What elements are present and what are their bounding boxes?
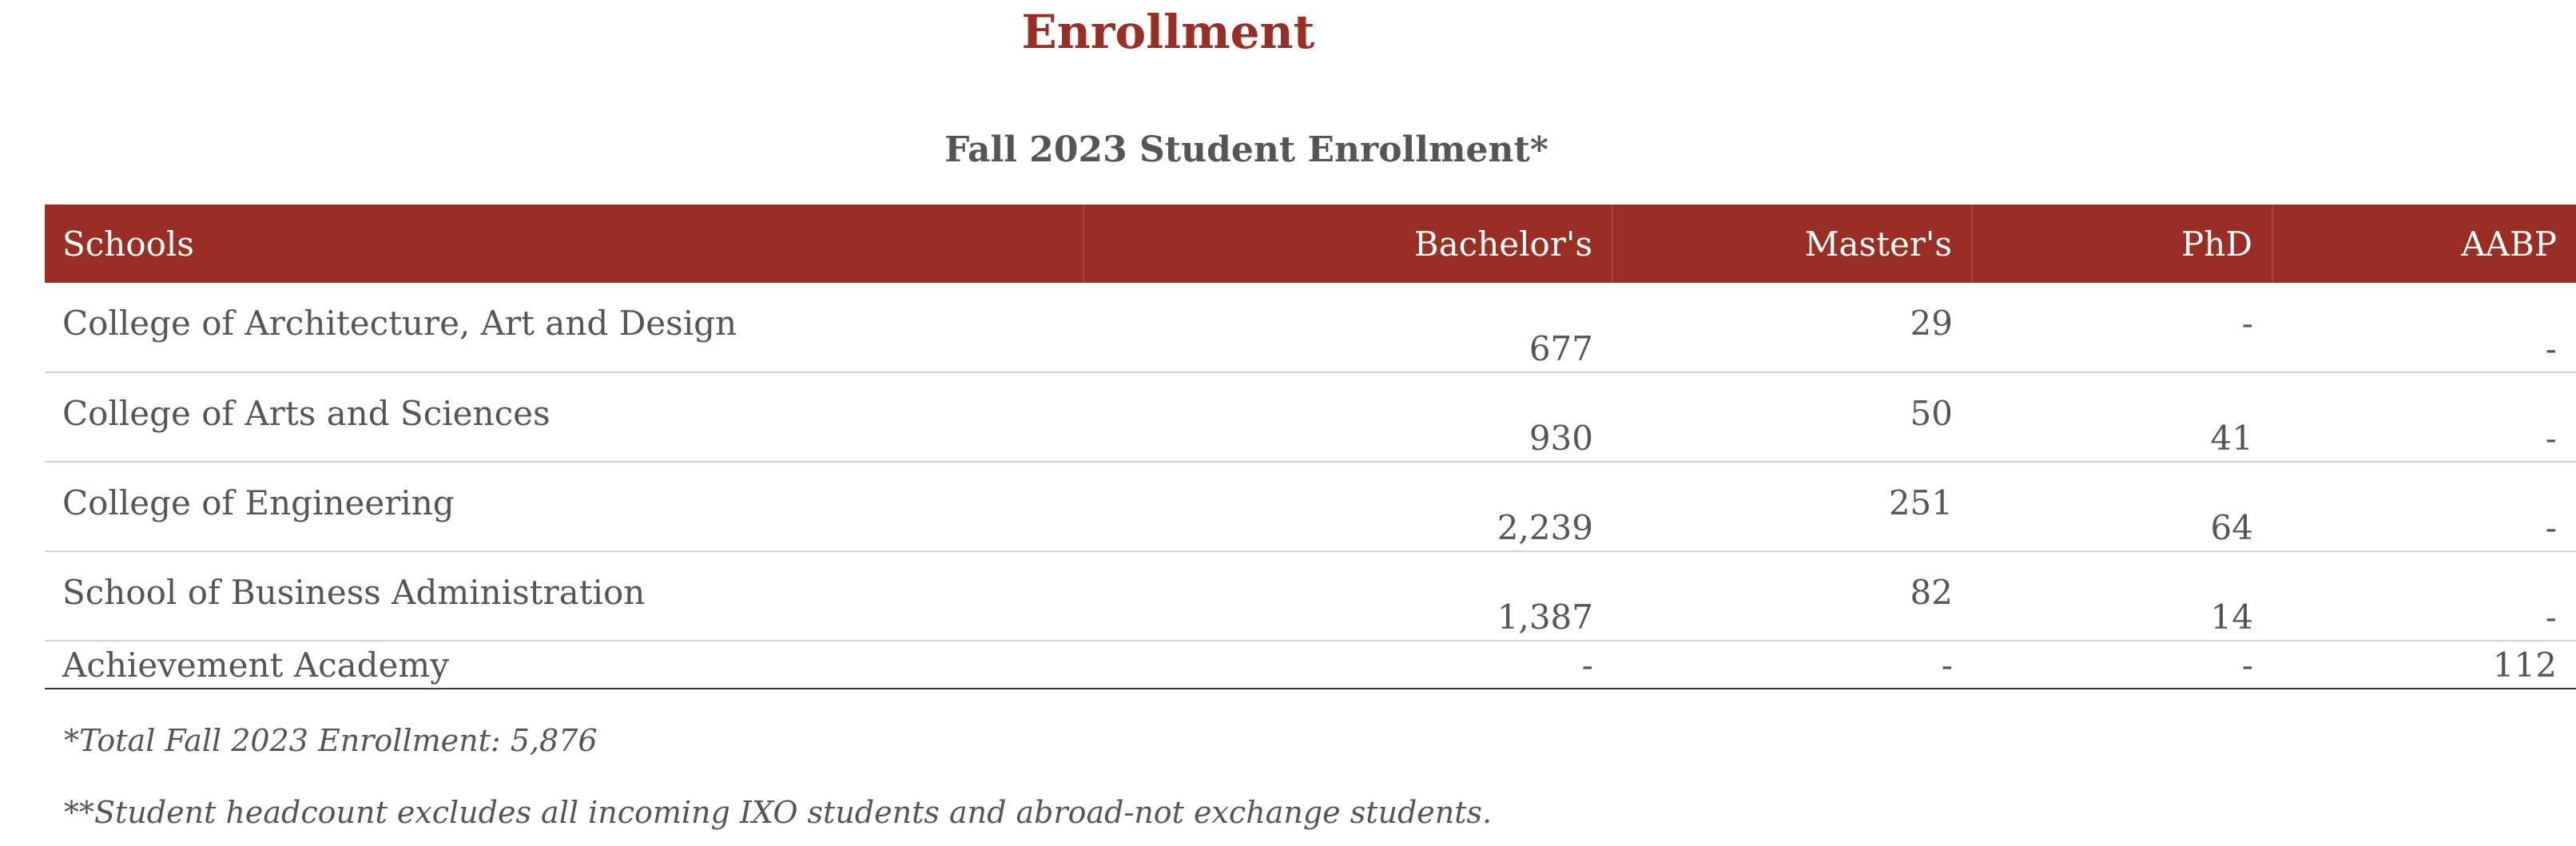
header-row xyxy=(45,205,2576,283)
aabp-count: - xyxy=(2545,329,2557,368)
phd-count: 14 xyxy=(2210,598,2253,637)
table-row xyxy=(45,283,2576,372)
school-name: School of Business Administration xyxy=(62,573,646,612)
bachelors-count: 677 xyxy=(1529,329,1593,368)
phd-count: 64 xyxy=(2210,508,2253,547)
masters-count: 50 xyxy=(1910,394,1953,433)
enrollment-table xyxy=(45,205,2576,689)
aabp-count: 112 xyxy=(2492,645,2557,685)
header-schools: Schools xyxy=(62,224,194,264)
masters-count: 251 xyxy=(1888,483,1953,522)
phd-count: 41 xyxy=(2210,419,2253,458)
table-row xyxy=(45,462,2576,551)
bachelors-count: 930 xyxy=(1529,419,1593,458)
enrollment-table-container xyxy=(45,205,2557,689)
bachelors-count: - xyxy=(1581,645,1593,685)
masters-count: - xyxy=(1941,645,1953,685)
header-phd: PhD xyxy=(1972,205,2272,283)
header-masters: Master's xyxy=(1612,205,1972,283)
page-title: Enrollment xyxy=(1021,5,1315,59)
phd-count: - xyxy=(2241,304,2253,343)
aabp-count: - xyxy=(2545,419,2557,458)
header-bachelors: Bachelor's xyxy=(1083,205,1612,283)
table-row xyxy=(45,372,2576,462)
table-body xyxy=(45,283,2576,689)
total-enrollment-footnote: *Total Fall 2023 Enrollment: 5,876 xyxy=(64,723,598,758)
aabp-count: - xyxy=(2545,508,2557,547)
table-row xyxy=(45,641,2576,689)
table-row xyxy=(45,551,2576,641)
bachelors-count: 1,387 xyxy=(1497,598,1593,637)
bachelors-count: 2,239 xyxy=(1497,508,1593,547)
masters-count: 29 xyxy=(1910,304,1953,343)
masters-count: 82 xyxy=(1910,573,1953,612)
school-name: Achievement Academy xyxy=(62,645,449,685)
school-name: College of Arts and Sciences xyxy=(62,394,551,433)
table-header xyxy=(45,205,2576,283)
headcount-footnote: **Student headcount excludes all incoming IXO students and abroad-not exchange students. xyxy=(64,795,1493,830)
aabp-count: - xyxy=(2545,598,2557,637)
school-name: College of Engineering xyxy=(62,483,455,522)
table-title: Fall 2023 Student Enrollment* xyxy=(944,129,1548,170)
phd-count: - xyxy=(2241,645,2253,685)
school-name: College of Architecture, Art and Design xyxy=(62,304,737,343)
header-aabp: AABP xyxy=(2272,205,2576,283)
